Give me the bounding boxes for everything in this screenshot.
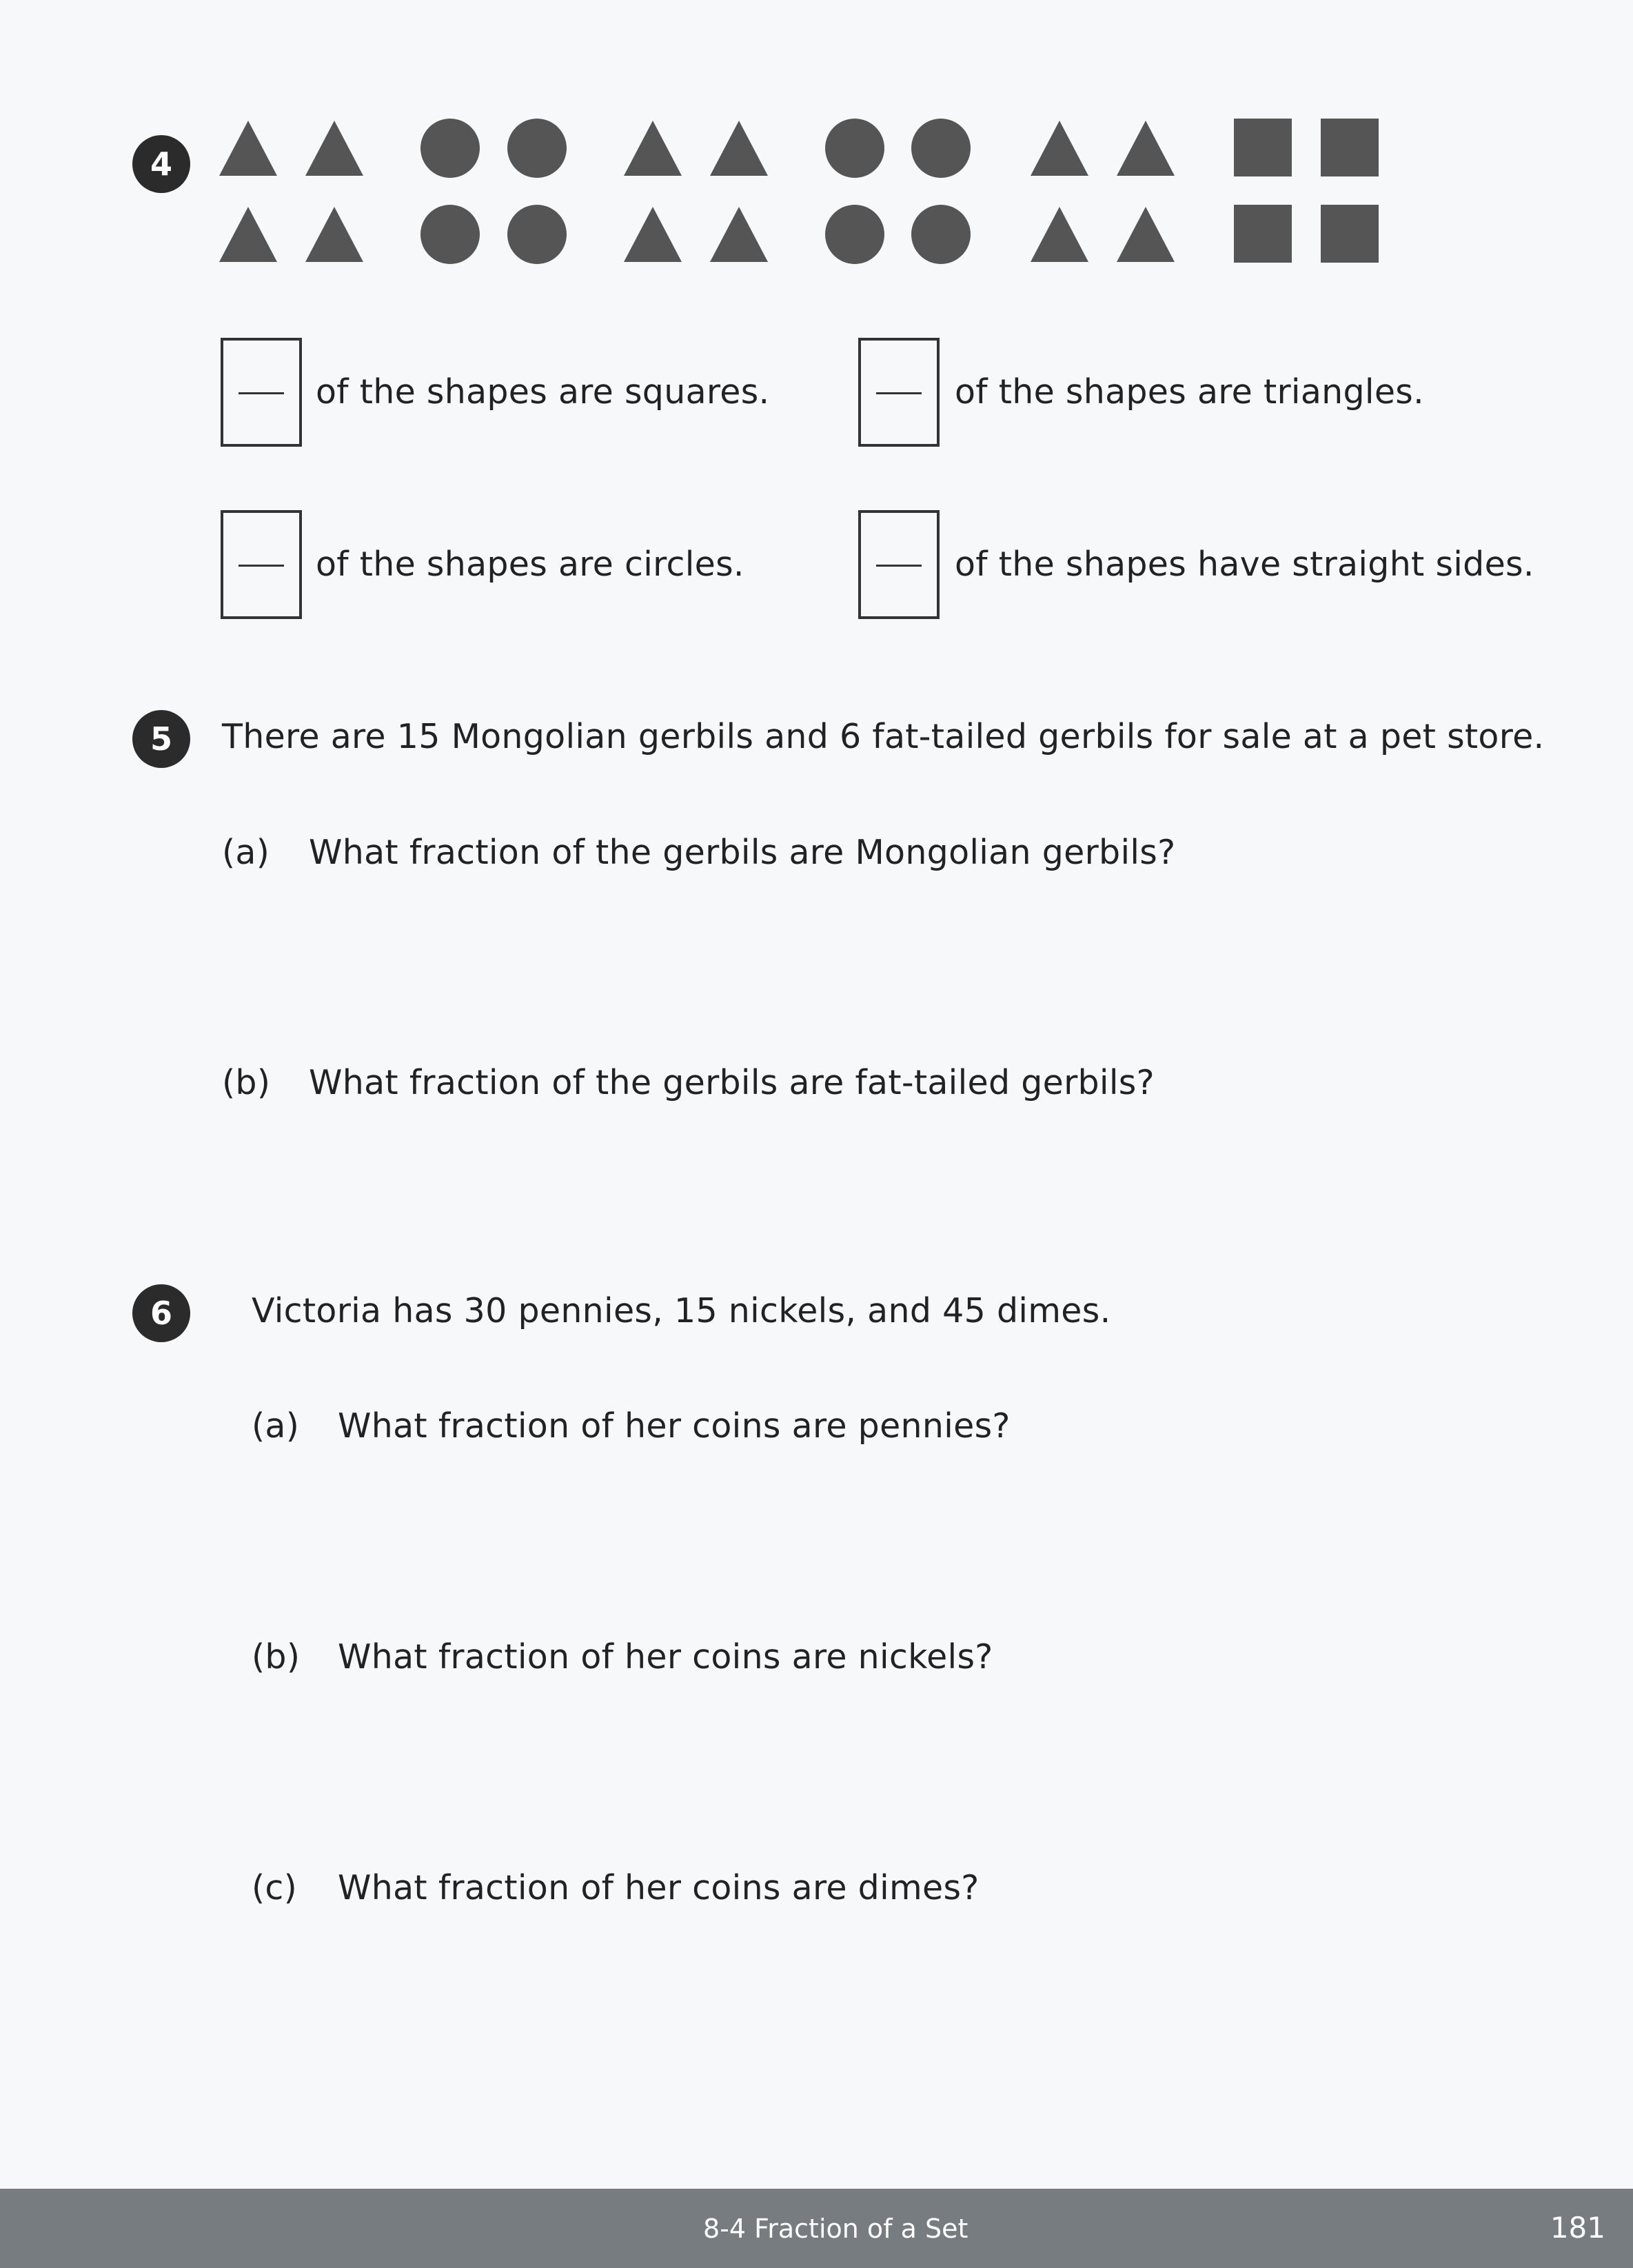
triangle-shape — [1031, 207, 1088, 262]
triangle-shape — [219, 207, 277, 262]
circle-shape — [420, 205, 480, 264]
fraction-answer-box[interactable] — [221, 338, 302, 447]
q4-item-triangles: of the shapes are triangles. — [955, 372, 1425, 412]
page-footer — [0, 2189, 1633, 2268]
q6-prompt: Victoria has 30 pennies, 15 nickels, and 45 dimes. — [252, 1291, 1111, 1330]
square-shape — [1321, 119, 1379, 176]
circle-shape — [911, 119, 971, 178]
triangle-shape — [1117, 207, 1175, 262]
triangle-shape — [710, 121, 768, 176]
q6-part-b-text: What fraction of her coins are nickels? — [338, 1637, 993, 1677]
circle-shape — [825, 119, 884, 178]
q6-part-a-text: What fraction of her coins are pennies? — [338, 1406, 1011, 1446]
q6-part-a-label: (a) — [252, 1406, 300, 1446]
q5-part-a-text: What fraction of the gerbils are Mongolian gerbils? — [309, 833, 1176, 872]
square-shape — [1234, 119, 1292, 176]
page-number: 181 — [1550, 2211, 1605, 2245]
q6-part-c-label: (c) — [252, 1868, 298, 1907]
fraction-answer-box[interactable] — [221, 510, 302, 619]
q6-part-b-label: (b) — [252, 1637, 301, 1677]
q4-item-circles: of the shapes are circles. — [316, 545, 744, 584]
fraction-answer-box[interactable] — [858, 338, 940, 447]
circle-shape — [507, 119, 567, 178]
square-shape — [1234, 205, 1292, 263]
triangle-shape — [305, 121, 363, 176]
circle-shape — [825, 205, 884, 264]
question-6-badge: 6 — [132, 1284, 190, 1342]
footer-section-title: 8-4 Fraction of a Set — [703, 2214, 968, 2244]
triangle-shape — [1031, 121, 1088, 176]
circle-shape — [420, 119, 480, 178]
triangle-shape — [624, 207, 682, 262]
circle-shape — [507, 205, 567, 264]
triangle-shape — [305, 207, 363, 262]
triangle-shape — [219, 121, 277, 176]
q4-item-squares: of the shapes are squares. — [316, 372, 770, 412]
q6-part-c-text: What fraction of her coins are dimes? — [338, 1868, 980, 1907]
q5-part-a-label: (a) — [222, 833, 270, 872]
triangle-shape — [1117, 121, 1175, 176]
q4-item-straight-sides: of the shapes have straight sides. — [955, 545, 1534, 584]
circle-shape — [911, 205, 971, 264]
triangle-shape — [624, 121, 682, 176]
q5-part-b-text: What fraction of the gerbils are fat-tailed gerbils? — [309, 1063, 1155, 1102]
q5-prompt: There are 15 Mongolian gerbils and 6 fat-tailed gerbils for sale at a pet store. — [222, 717, 1545, 756]
triangle-shape — [710, 207, 768, 262]
square-shape — [1321, 205, 1379, 263]
question-5-badge: 5 — [132, 710, 190, 768]
fraction-answer-box[interactable] — [858, 510, 940, 619]
question-4-badge: 4 — [132, 135, 190, 193]
q5-part-b-label: (b) — [222, 1063, 271, 1102]
